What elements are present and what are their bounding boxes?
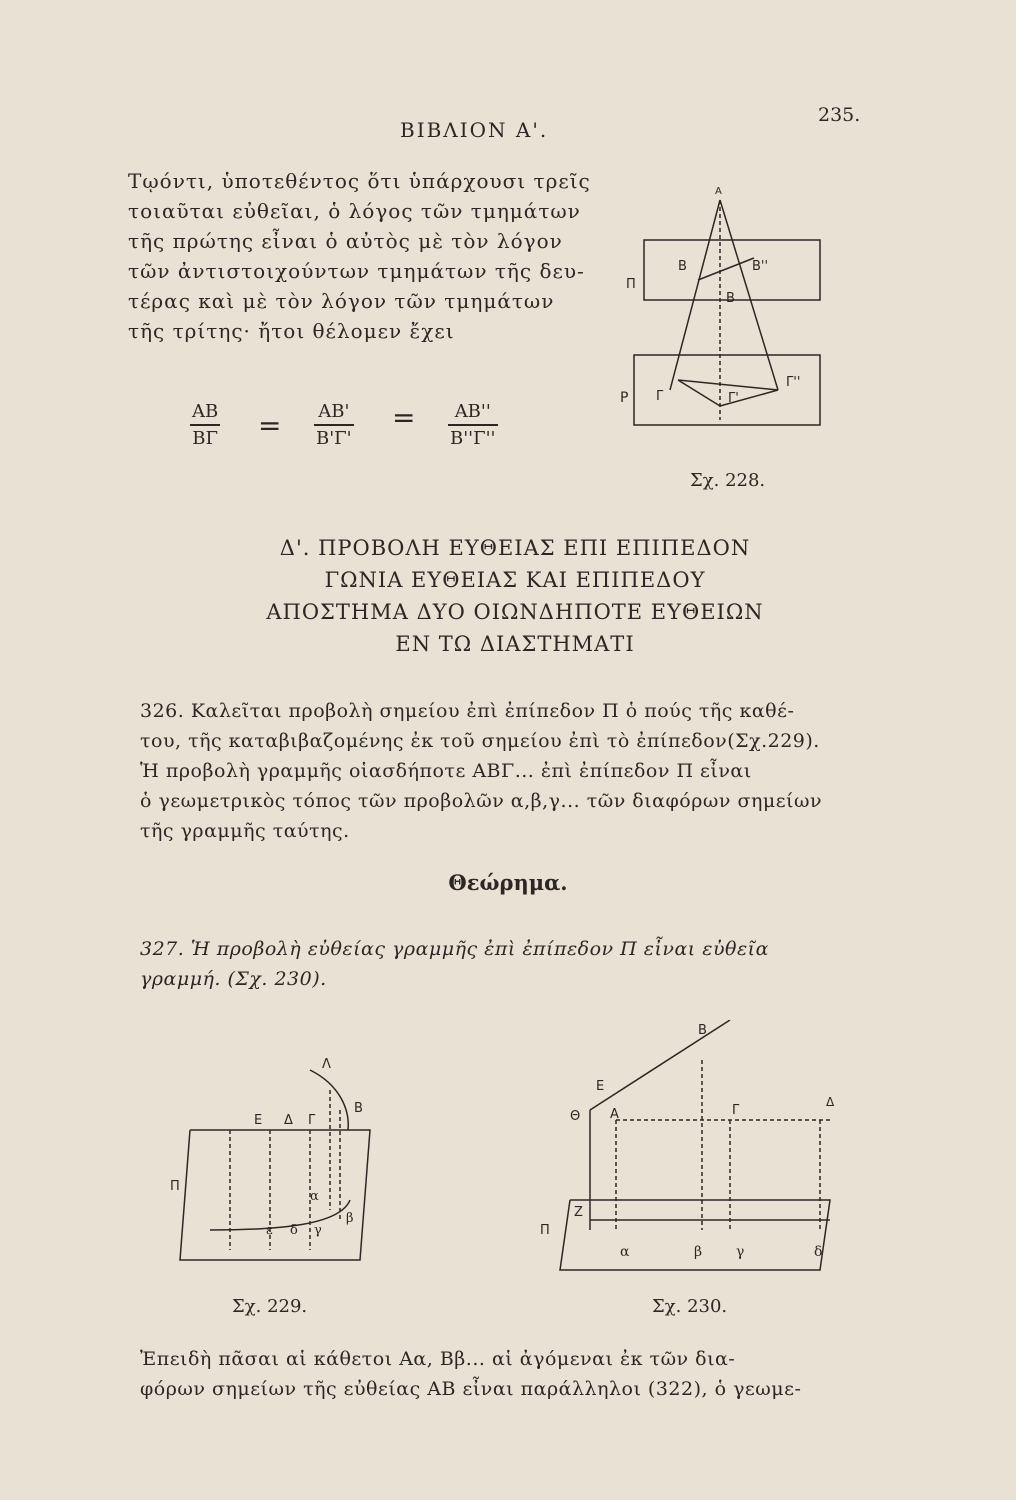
denominator: Β'Γ' — [316, 428, 352, 449]
figure-230 — [530, 1020, 860, 1280]
label-b: B — [698, 1023, 707, 1038]
label-pi: Π — [540, 1223, 550, 1238]
line-ab — [590, 1020, 730, 1110]
numerator: AB'' — [448, 400, 498, 426]
fraction-2 — [314, 400, 354, 452]
label-alpha: α — [310, 1189, 319, 1204]
figure-228-caption: Σχ. 228. — [690, 470, 766, 491]
label-d: Δ — [284, 1113, 293, 1128]
text-line: φόρων σημείων τῆς εὐθείας ΑΒ εἶναι παράλληλοι (322), ὁ γεωμε- — [140, 1378, 802, 1400]
label-gamma: γ — [736, 1244, 745, 1260]
figure-230-caption: Σχ. 230. — [652, 1296, 728, 1317]
denominator: Β''Γ'' — [450, 428, 496, 449]
numerator: AB' — [314, 400, 354, 426]
line-b — [698, 258, 754, 280]
figure-229 — [170, 1050, 390, 1270]
label-l: Λ — [322, 1057, 331, 1072]
label-e: Ε — [596, 1079, 605, 1094]
theorem-heading: Θεώρημα. — [448, 870, 568, 895]
label-d: Δ — [826, 1095, 835, 1109]
label-delta: δ — [290, 1223, 298, 1238]
label-g: Γ — [308, 1113, 316, 1128]
section-title-line: ΑΠΟΣΤΗΜΑ ΔΥΟ ΟΙΩΝΔΗΠΟΤΕ ΕΥΘΕΙΩΝ — [266, 600, 764, 624]
label-z: Z — [574, 1205, 583, 1220]
equals-sign: = — [392, 401, 416, 434]
numerator: AB — [190, 400, 220, 426]
label-g2: Γ'' — [786, 375, 801, 390]
label-beta: β — [346, 1211, 354, 1226]
label-g: Γ — [656, 389, 664, 404]
text-line: τῶν ἀντιστοιχούντων τμημάτων τῆς δευ- — [128, 259, 585, 283]
label-g: Γ — [732, 1103, 740, 1118]
text-line: τῆς τρίτης· ἤτοι θέλομεν ἔχει — [128, 319, 455, 343]
text-line: του, τῆς καταβιβαζομένης ἐκ τοῦ σημείου ἐπὶ τὸ ἐπίπεδον(Σχ.229). — [140, 730, 820, 752]
label-b: B — [678, 259, 687, 274]
text-line: 326. Καλεῖται προβολὴ σημείου ἐπὶ ἐπίπεδον Π ὁ πούς τῆς καθέ- — [140, 700, 795, 722]
curve-abc — [310, 1070, 348, 1130]
label-e: Ε — [254, 1113, 263, 1128]
text-line: τῆς πρώτης εἶναι ὁ αὐτὸς μὲ τὸν λόγον — [128, 229, 563, 253]
section-title-line: ΓΩΝΙΑ ΕΥΘΕΙΑΣ ΚΑΙ ΕΠΙΠΕΔΟΥ — [324, 568, 706, 592]
text-line: Τῳόντι, ὑποτεθέντος ὅτι ὑπάρχουσι τρεῖς — [128, 169, 591, 193]
text-line: τέρας καὶ μὲ τὸν λόγον τῶν τμημάτων — [128, 289, 555, 313]
label-pi: Π — [170, 1179, 180, 1194]
label-a: A — [610, 1107, 619, 1122]
text-line: Ἐπειδὴ πᾶσαι αἱ κάθετοι Αα, Ββ... αἱ ἀγόμεναι ἐκ τῶν δια- — [140, 1348, 736, 1370]
plane-pi — [180, 1130, 370, 1260]
section-title-line: ΕΝ ΤΩ ΔΙΑΣΤΗΜΑΤΙ — [395, 632, 635, 656]
label-theta: Θ — [570, 1109, 581, 1124]
text-line: 327. Ἡ προβολὴ εὐθείας γραμμῆς ἐπὶ ἐπίπεδον Π εἶναι εὐθεῖα — [140, 938, 769, 960]
label-b2: B'' — [752, 259, 769, 274]
fraction-1 — [190, 400, 220, 452]
label-a: A — [715, 186, 722, 197]
label-g1: Γ' — [728, 391, 739, 406]
projection-curve — [210, 1200, 350, 1230]
text-line: τοιαῦται εὐθεῖαι, ὁ λόγος τῶν τμημάτων — [128, 199, 581, 223]
line-a-left — [670, 200, 720, 390]
label-b1: B — [726, 291, 735, 306]
label-epsilon: ε — [266, 1223, 273, 1238]
closing-paragraph — [140, 1344, 900, 1404]
label-b: B — [354, 1101, 363, 1116]
denominator: ΒΓ — [192, 428, 218, 449]
label-pi: Π — [626, 277, 636, 292]
text-line: Ἡ προβολὴ γραμμῆς οἱασδήποτε ΑΒΓ... ἐπὶ ἐπίπεδον Π εἶναι — [140, 760, 752, 782]
page-number: 235. — [818, 104, 861, 126]
fraction-3 — [448, 400, 498, 452]
label-alpha: α — [620, 1244, 630, 1260]
paragraph-326 — [140, 696, 900, 846]
label-rho: Ρ — [620, 390, 629, 406]
intro-paragraph — [128, 166, 608, 346]
running-head: ΒΙΒΛΙΟΝ Α'. — [400, 118, 549, 142]
section-title-line: Δ'. ΠΡΟΒΟΛΗ ΕΥΘΕΙΑΣ ΕΠΙ ΕΠΙΠΕΔΟΝ — [279, 536, 751, 560]
text-line: τῆς γραμμῆς ταύτης. — [140, 820, 350, 842]
label-gamma: γ — [314, 1223, 322, 1238]
paragraph-327 — [140, 934, 900, 994]
ratio-equation — [190, 400, 530, 460]
figure-228 — [620, 180, 830, 440]
label-beta: β — [694, 1244, 703, 1260]
equals-sign: = — [258, 409, 282, 442]
text-line: ὁ γεωμετρικὸς τόπος τῶν προβολῶν α,β,γ... τῶν διαφόρων σημείων — [140, 790, 823, 812]
section-title — [150, 532, 880, 660]
figure-229-caption: Σχ. 229. — [232, 1296, 308, 1317]
text-line: γραμμή. (Σχ. 230). — [140, 968, 327, 990]
label-delta: δ — [814, 1244, 823, 1260]
